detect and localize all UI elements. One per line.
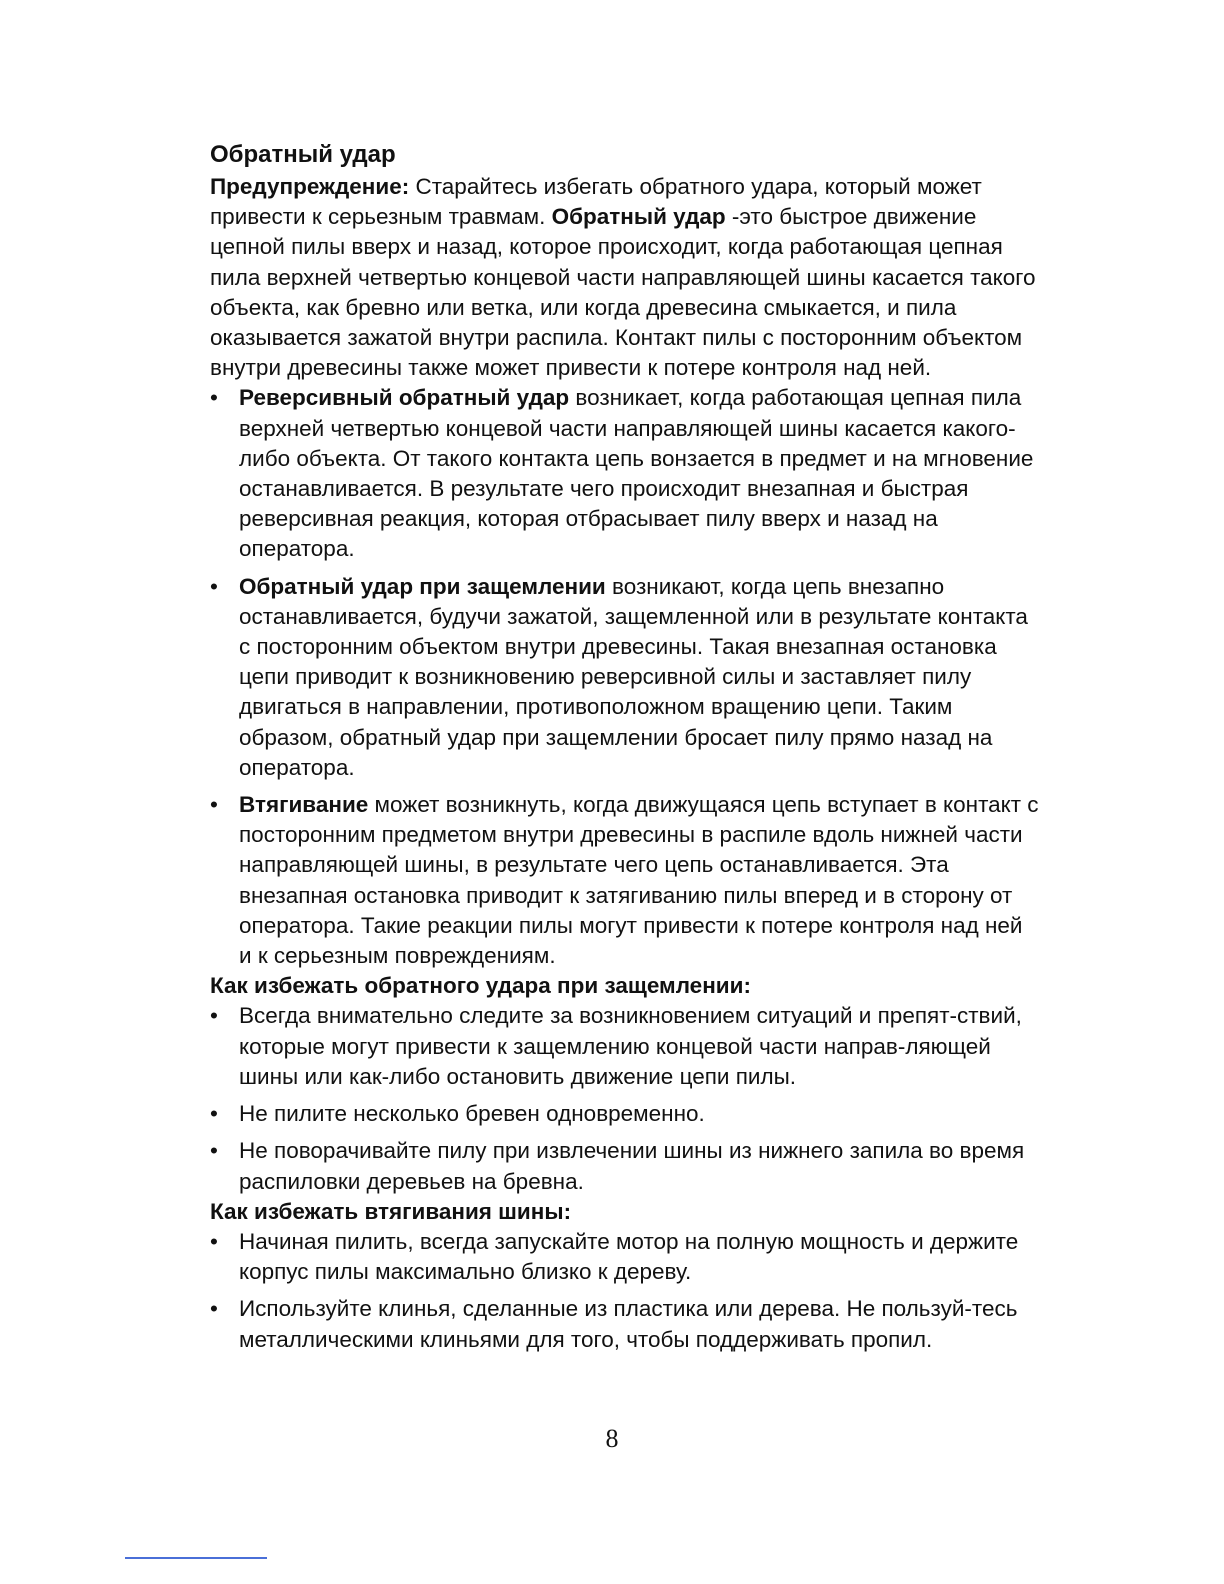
list-item [210, 572, 1040, 783]
list-item [210, 790, 1040, 971]
pinch-list [210, 1001, 1040, 1196]
kickback-types-list [210, 383, 1040, 971]
section-title: Обратный удар [210, 141, 396, 168]
kickback-type-term: Втягивание [239, 792, 369, 818]
kickback-type-text: может возникнуть, когда движущаяся цепь вступает в контакт с посторонним предметом внутри древесины в распиле вдоль нижней части направляющей шины, в результате чего цепь останавливается. Эта внезапная остановка приводит к затягиванию пилы вперед и в сторону от оператора. Такие реакции пилы могут привести к потере контроля над ней и к серьезным повреждениям. [239, 792, 1039, 969]
warning-label: Предупреждение: [210, 174, 410, 199]
list-item: • Не пилите несколько бревен одновременно. [210, 1099, 1040, 1129]
kickback-type-term: Обратный удар при защемлении [239, 573, 606, 599]
list-item [210, 383, 1040, 564]
pinch-heading: Как избежать обратного удара при защемлении: [210, 973, 751, 999]
list-item: • Начиная пилить, всегда запускайте мотор на полную мощность и держите корпус пилы максимально близко к дереву. [210, 1227, 1040, 1287]
kickback-type-term: Реверсивный обратный удар [239, 385, 570, 411]
footnote-divider [125, 1557, 267, 1559]
page-content [210, 138, 1040, 1362]
pull-heading: Как избежать втягивания шины: [210, 1198, 572, 1224]
kickback-type-text: возникает, когда работающая цепная пила верхней четвертью концевой части направляющей шины касается какого-либо объекта. От такого контакта цепь вонзается в предмет и на мгновение останавливается. В результате чего происходит внезапная и быстрая реверсивная реакция, которая отбрасывает пилу вверх и назад на оператора. [239, 385, 1034, 562]
list-item: • Используйте клинья, сделанные из пластика или дерева. Не пользуй-тесь металлическими клиньями для того, чтобы поддерживать пропил. [210, 1294, 1040, 1354]
pull-list [210, 1227, 1040, 1355]
kickback-type-text: возникают, когда цепь внезапно останавливается, будучи зажатой, защемленной или в результате контакта с посторонним объектом внутри древесины. Такая внезапная остановка цепи приводит к возникновению реверсивной силы и заставляет пилу двигаться в направлении, противоположном вращению цепи. Таким образом, обратный удар при защемлении бросает пилу прямо назад на оператора. [239, 573, 1028, 780]
kickback-term: Обратный удар [551, 204, 726, 230]
list-item: • Не поворачивайте пилу при извлечении шины из нижнего запила во время распиловки деревьев на бревна. [210, 1136, 1040, 1196]
warning-text-1: Старайтесь избегать обратного удара, который может привести к серьезным травмам. [210, 174, 982, 230]
warning-text-2: -это быстрое движение цепной пилы вверх и назад, которое происходит, когда работающая цепная пила верхней четвертью концевой части направляющей шины касается такого объекта, как бревно или ветка, или когда древесина смыкается, и пила оказывается зажатой внутри распила. Контакт пилы с посторонним объектом внутри древесины также может привести к потере контроля над ней. [210, 204, 1036, 381]
list-item: • Всегда внимательно следите за возникновением ситуаций и препят-ствий, которые могут привести к защемлению концевой части направ-ляющей шины или как-либо остановить движение цепи пилы. [210, 1001, 1040, 1092]
warning-paragraph [210, 172, 1040, 383]
page-number: 8 [605, 1424, 619, 1453]
